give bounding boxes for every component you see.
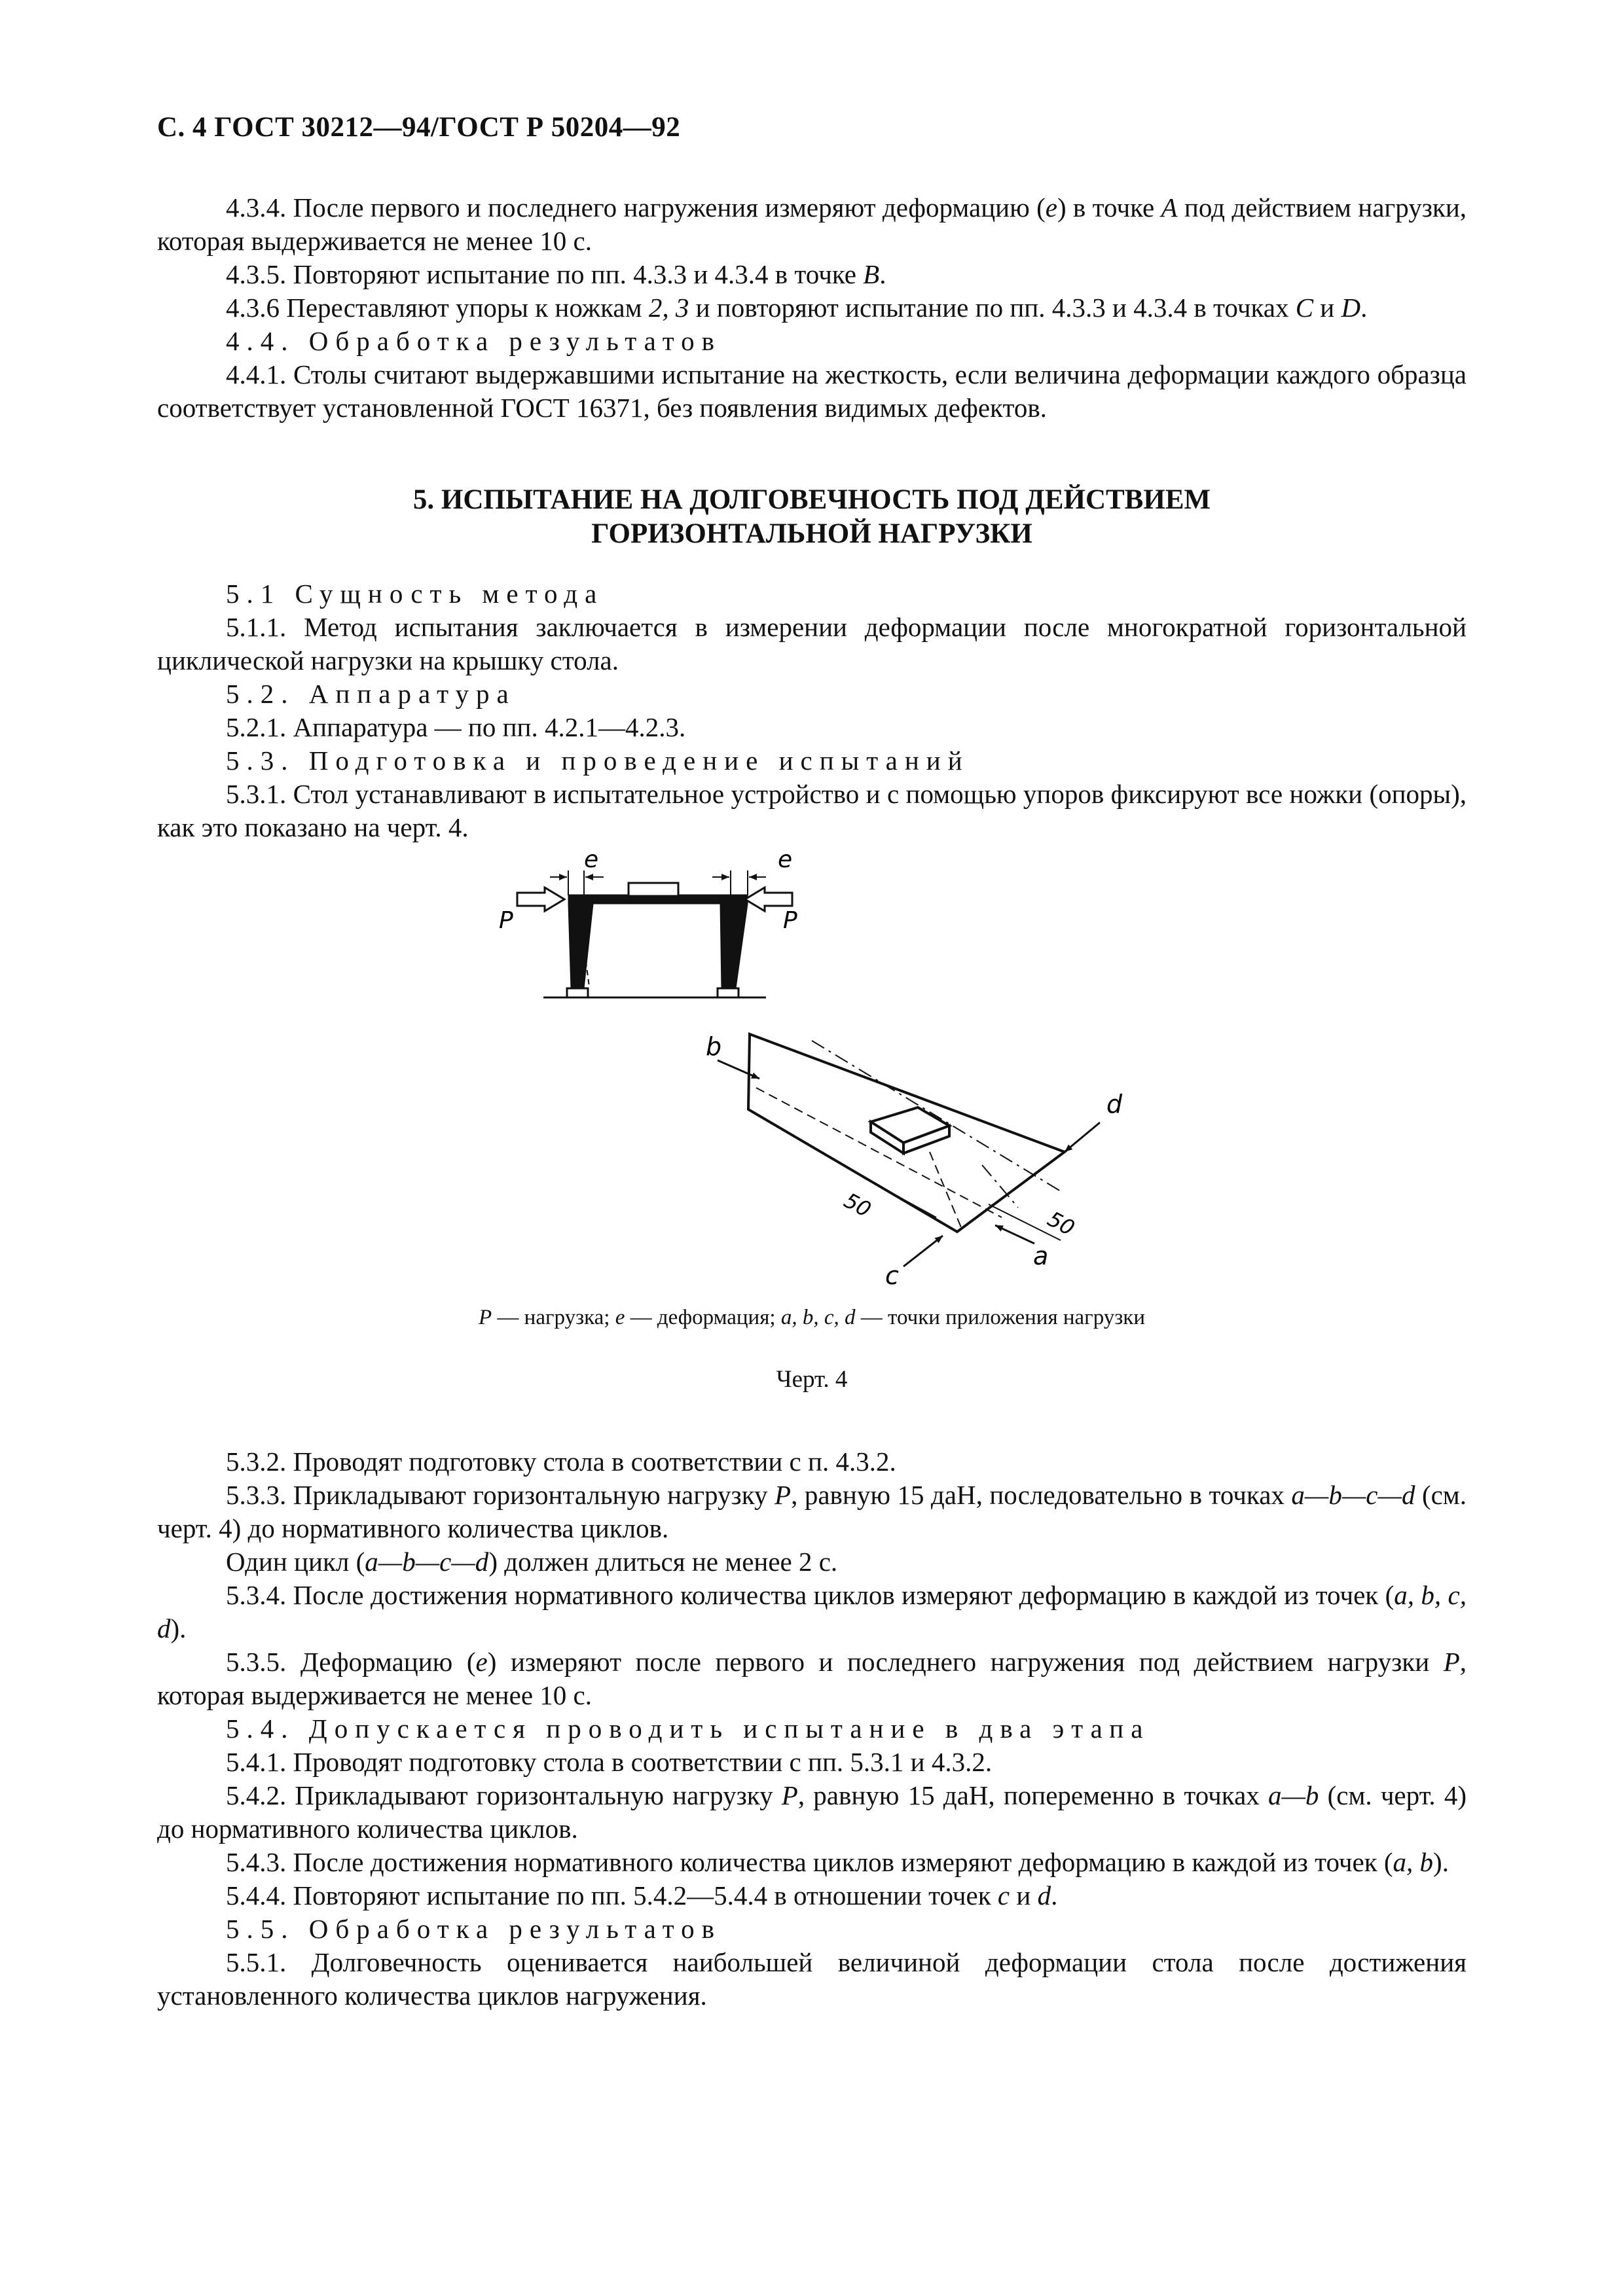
figure-legend: P — нагрузка; e — деформация; a, b, c, d — точки приложения нагрузки [478, 1306, 1146, 1329]
arrow-a [995, 1225, 1034, 1244]
paragraph-5-3-heading: 5.3. Подготовка и проведение испытаний [226, 745, 970, 776]
figure-label: Черт. 4 [776, 1366, 848, 1393]
section-title-line-1: 5. ИСПЫТАНИЕ НА ДОЛГОВЕЧНОСТЬ ПОД ДЕЙСТВИЕМ [412, 484, 1211, 515]
dim-line-left [864, 1178, 936, 1217]
paragraph-5-4-2: 5.4.2. Прикладывают горизонтальную нагрузку P, равную 15 даН, попеременно в точках a—b (см. черт. 4) до нормативного количества циклов. [157, 1780, 1467, 1844]
label-dim-50-right: 50 [1043, 1206, 1079, 1241]
paragraph-5-3-5: 5.3.5. Деформацию (e) измеряют после первого и последнего нагружения под действием нагрузки P, которая выдерживается не менее 10 с. [157, 1647, 1467, 1710]
label-dim-50-left: 50 [839, 1187, 875, 1223]
paragraph-5-3-3: 5.3.3. Прикладывают горизонтальную нагрузку P, равную 15 даН, последовательно в точках a—b—c—d (см. черт. 4) до нормативного количества циклов. [157, 1480, 1467, 1543]
paragraph-5-4-1: 5.4.1. Проводят подготовку стола в соответствии с пп. 5.3.1 и 4.3.2. [226, 1747, 993, 1777]
paragraph-5-3-4: 5.3.4. После достижения нормативного количества циклов измеряют деформацию в каждой из точек (a, b, c, d). [157, 1580, 1467, 1643]
paragraph-5-1-1: 5.1.1. Метод испытания заключается в измерении деформации после многократной горизонтальной циклической нагрузки на крышку стола. [157, 612, 1467, 675]
table-side-view [517, 870, 792, 997]
arrow-b [718, 1060, 759, 1079]
paragraph-5-2-1: 5.2.1. Аппаратура — по пп. 4.2.1—4.2.3. [226, 712, 686, 742]
paragraph-4-4-heading: 4.4. Обработка результатов [226, 326, 722, 356]
label-c: c [885, 1261, 899, 1290]
label-a: a [1033, 1242, 1049, 1270]
paragraph-5-1-heading: 5.1 Сущность метода [226, 579, 604, 609]
label-e-right: e [778, 846, 793, 873]
paragraph-5-3-1: 5.3.1. Стол устанавливают в испытательное устройство и с помощью упоров фиксируют все ножки (опоры), как это показано на черт. 4. [157, 779, 1467, 842]
load-block [629, 883, 678, 896]
section-title-line-2: ГОРИЗОНТАЛЬНОЙ НАГРУЗКИ [591, 518, 1032, 549]
arrow-c [903, 1236, 943, 1266]
label-e-left: e [584, 846, 599, 873]
arrow-d [1065, 1122, 1100, 1152]
paragraph-4-4-1: 4.4.1. Столы считают выдержавшими испытание на жесткость, если величина деформации каждого образца соответствует установленной ГОСТ 16371, без появления видимых дефектов. [157, 359, 1467, 423]
paragraph-5-3-2: 5.3.2. Проводят подготовку стола в соответствии с п. 4.3.2. [226, 1446, 896, 1477]
label-b: b [706, 1032, 722, 1061]
paragraph-5-4-4: 5.4.4. Повторяют испытание по пп. 5.4.2—5.4.4 в отношении точек c и d. [226, 1880, 1058, 1910]
paragraph-cycle: Один цикл (a—b—c—d) должен длиться не менее 2 с. [226, 1547, 838, 1577]
left-foot [567, 988, 588, 997]
right-leg [720, 904, 748, 988]
dashed-line-1 [756, 1088, 1002, 1217]
paragraph-4-3-4: 4.3.4. После первого и последнего нагружения измеряют деформацию (e) в точке A под действием нагрузки, которая выдерживается не менее 10 с. [157, 192, 1467, 256]
right-foot [718, 988, 739, 997]
label-P-right: P [783, 907, 797, 934]
left-load-arrow [517, 888, 564, 911]
paragraph-5-5-heading: 5.5. Обработка результатов [226, 1914, 722, 1944]
table-plan-view [718, 1034, 1100, 1266]
paragraph-5-4-heading: 5.4. Допускается проводить испытание в два этапа [226, 1713, 1150, 1744]
label-d: d [1106, 1090, 1123, 1119]
text-block-bottom [157, 1445, 1467, 2013]
page-header: С. 4 ГОСТ 30212—94/ГОСТ Р 50204—92 [157, 112, 681, 143]
label-P-left: P [499, 907, 513, 934]
paragraph-5-2-heading: 5.2. Аппаратура [226, 679, 516, 709]
paragraph-5-5-1: 5.5.1. Долговечность оценивается наибольшей величиной деформации стола после достижения установленного количества циклов нагружения. [157, 1947, 1467, 2011]
paragraph-4-3-6: 4.3.6 Переставляют упоры к ножкам 2, 3 и повторяют испытание по пп. 4.3.3 и 4.3.4 в точках C и D. [226, 293, 1368, 323]
paragraph-5-4-3: 5.4.3. После достижения нормативного количества циклов измеряют деформацию в каждой из точек (a, b). [226, 1847, 1449, 1877]
paragraph-4-3-5: 4.3.5. Повторяют испытание по пп. 4.3.3 и 4.3.4 в точке B. [226, 259, 886, 289]
